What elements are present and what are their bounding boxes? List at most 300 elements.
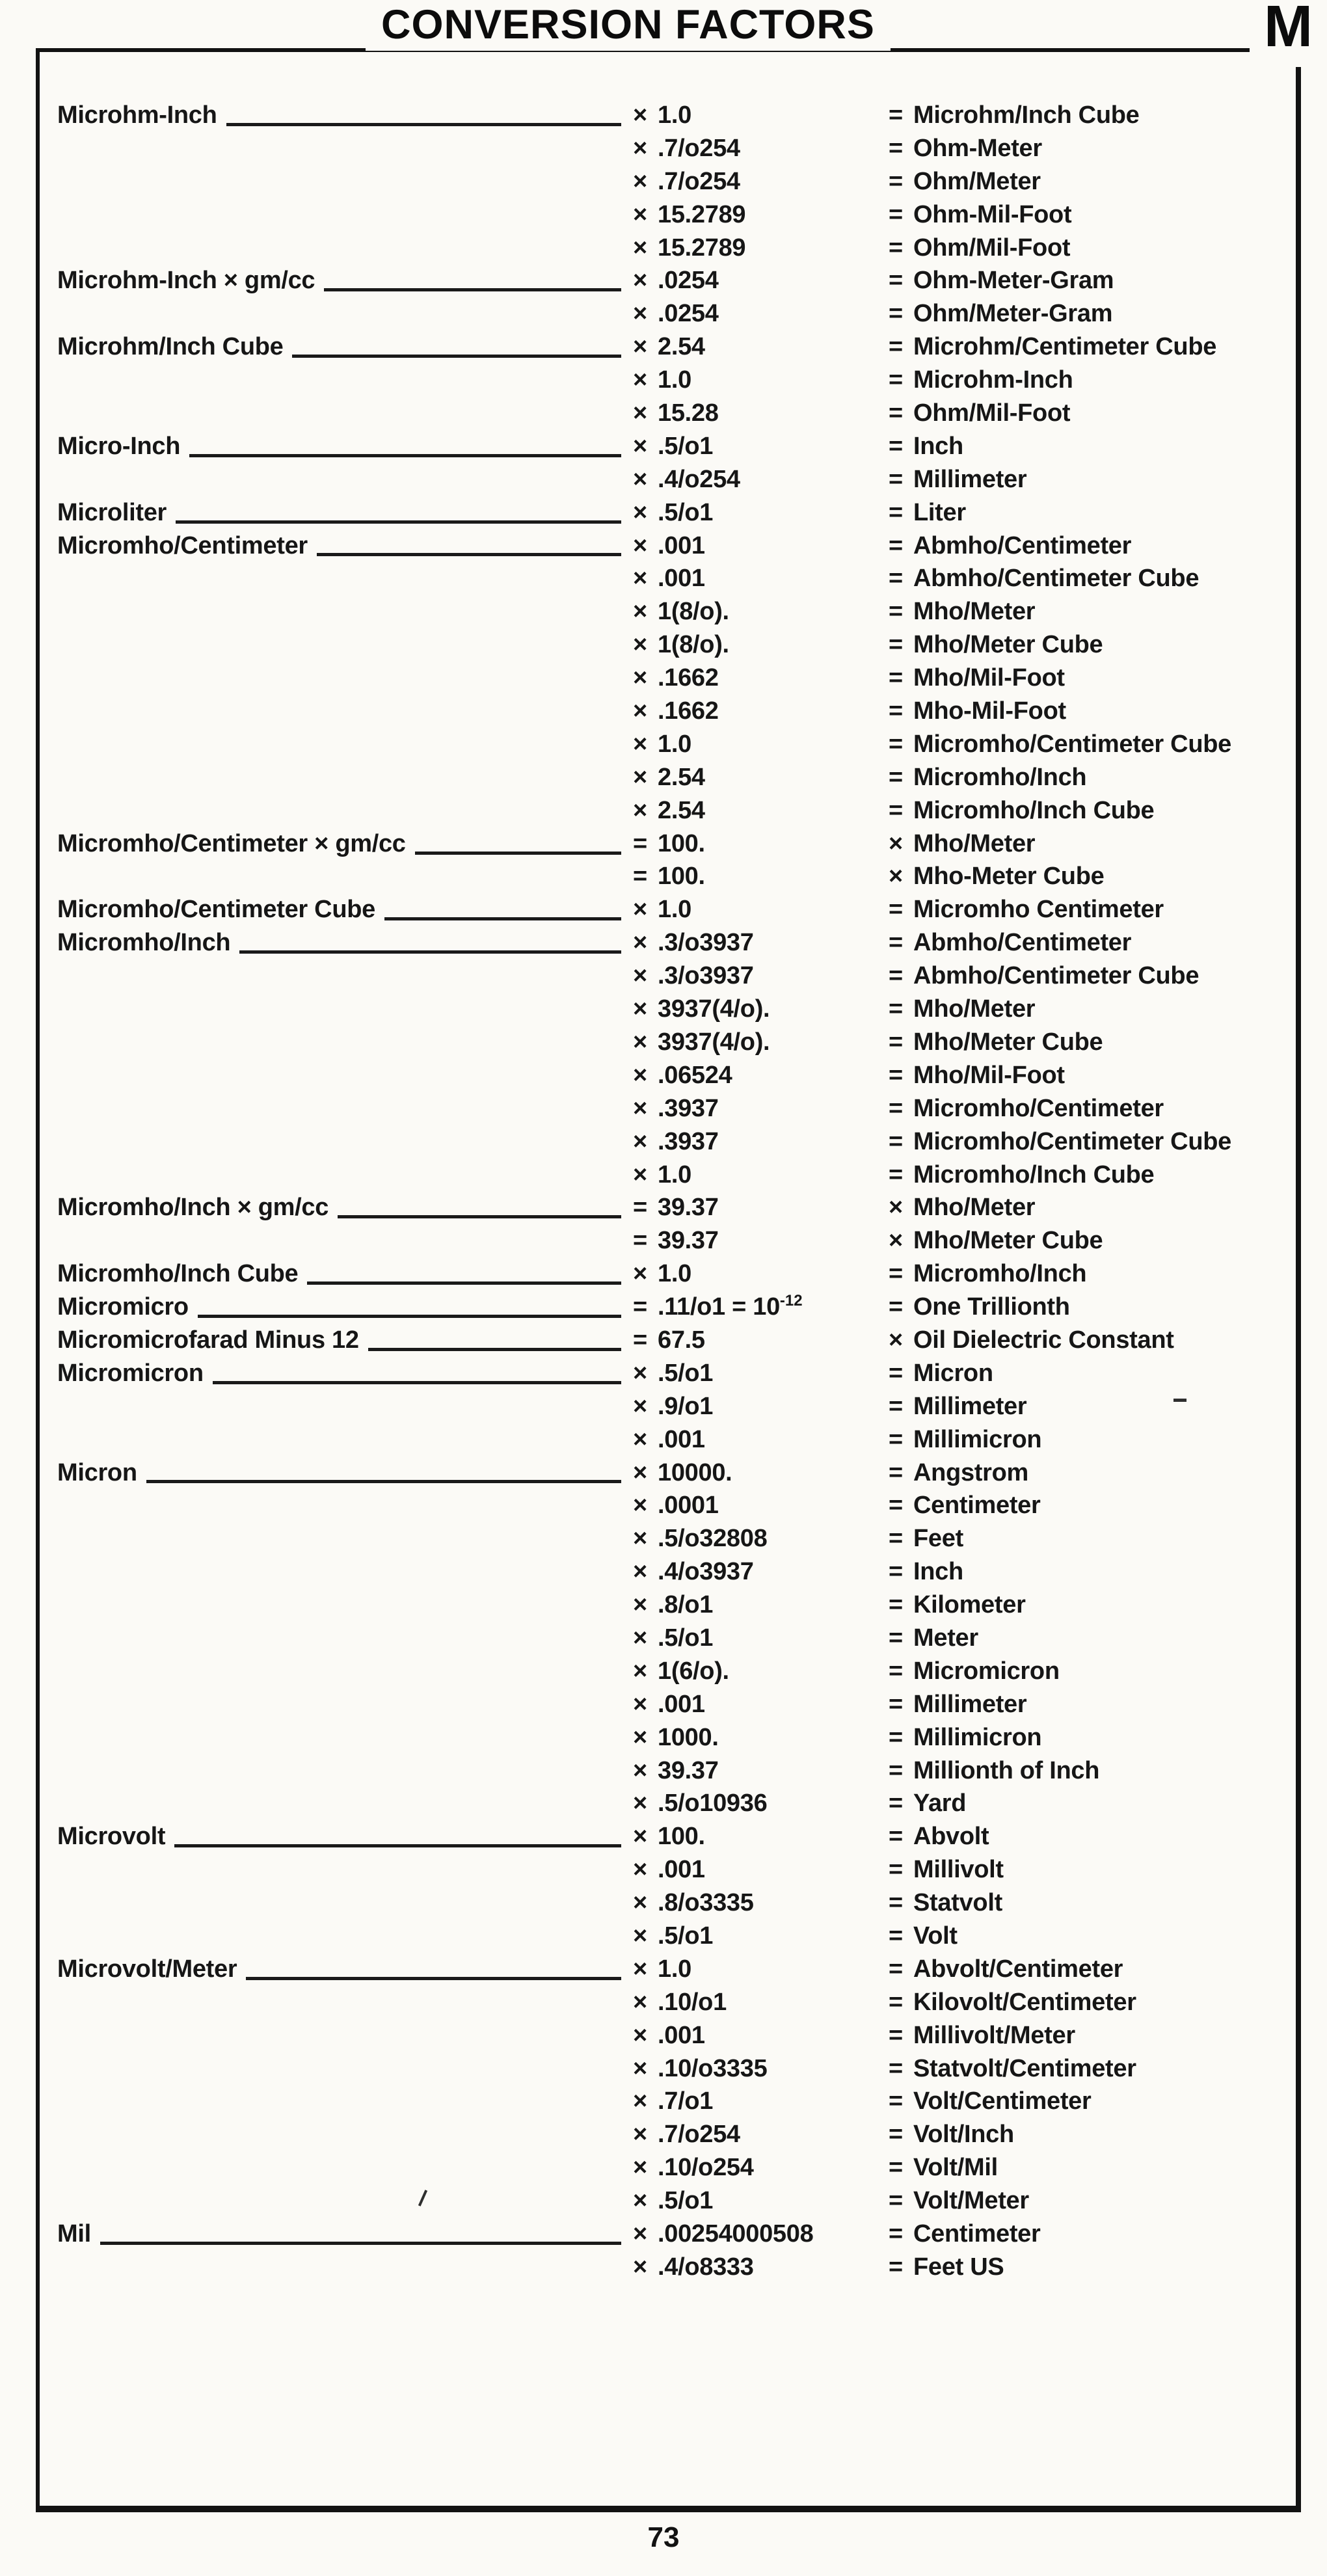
result-cell [889,297,1293,330]
result-cell [889,1390,1293,1423]
factor-cell [633,2118,889,2151]
factor-cell [633,2052,889,2086]
table-row [57,1622,1293,1655]
result-operator: = [889,399,903,427]
factor-value: .5/o1 [658,432,714,460]
factor-cell [633,132,889,165]
factor-value: .001 [658,1856,705,1884]
factor-operator: × [633,531,647,559]
result-cell [889,1853,1293,1886]
factor-operator: × [633,234,647,262]
result-cell [889,530,1293,563]
factor-cell [633,1820,889,1853]
factor-operator: × [633,1591,647,1619]
result-cell [889,1820,1293,1853]
factor-operator: × [633,1823,647,1851]
table-row [57,1191,1293,1224]
table-row [57,297,1293,330]
table-row [57,1257,1293,1291]
result-value: Ohm/Mil-Foot [913,234,1071,262]
result-operator: = [889,1955,903,1983]
result-value: Mho/Mil-Foot [913,664,1065,692]
unit-label-cell [57,2151,633,2184]
result-cell [889,860,1293,893]
unit-label: Microliter [57,498,167,526]
unit-label-cell [57,132,633,165]
result-cell [889,2184,1293,2218]
table-row [57,1324,1293,1357]
factor-value: .0254 [658,267,719,295]
result-cell [889,232,1293,265]
result-operator: = [889,101,903,129]
result-value: Volt/Meter [913,2187,1029,2215]
unit-label: Micromho/Centimeter [57,531,308,559]
factor-value: .9/o1 [658,1392,714,1420]
factor-value: .7/o254 [658,167,740,195]
factor-cell [633,1622,889,1655]
table-row [57,695,1293,728]
factor-value: .5/o1 [658,1359,714,1387]
factor-value: .001 [658,1690,705,1718]
result-value: Millionth of Inch [913,1756,1100,1784]
factor-cell [633,926,889,959]
result-value: Oil Dielectric Constant [913,1326,1174,1354]
table-row [57,628,1293,662]
result-cell [889,595,1293,628]
result-operator: = [889,2220,903,2247]
unit-label-cell [57,794,633,827]
table-row [57,364,1293,397]
unit-label-cell [57,397,633,430]
unit-label-cell [57,2251,633,2284]
leader-line [324,288,621,291]
factor-operator: = [633,1227,647,1255]
factor-cell [633,1257,889,1291]
result-operator: = [889,1790,903,1818]
factor-value: .5/o10936 [658,1790,768,1818]
leader-line [213,1381,621,1384]
result-value: Micromho/Centimeter Cube [913,730,1231,758]
factor-cell [633,463,889,496]
factor-cell [633,1092,889,1125]
factor-operator: × [633,1922,647,1950]
unit-label-cell [57,364,633,397]
factor-operator: × [633,1492,647,1520]
factor-cell [633,330,889,364]
factor-cell [633,1853,889,1886]
result-value: Angstrom [913,1458,1029,1486]
result-cell [889,993,1293,1026]
factor-operator: = [633,1194,647,1222]
factor-value: .4/o254 [658,465,740,493]
result-value: Ohm/Meter-Gram [913,300,1113,328]
factor-cell [633,1291,889,1324]
factor-value: 1.0 [658,730,691,758]
result-operator: = [889,664,903,692]
result-cell [889,1655,1293,1688]
unit-label: Micromho/Inch Cube [57,1260,299,1288]
unit-label-cell [57,1092,633,1125]
factor-cell [633,1059,889,1092]
factor-cell [633,761,889,794]
table-row [57,1920,1293,1953]
result-value: Millimeter [913,1690,1027,1718]
unit-label-cell [57,959,633,993]
table-row [57,165,1293,198]
table-row [57,463,1293,496]
result-operator: = [889,697,903,725]
factor-value: 39.37 [658,1756,719,1784]
leader-line [176,520,621,524]
factor-exponent: -12 [779,1292,803,1310]
table-row [57,1026,1293,1059]
result-operator: = [889,896,903,924]
table-row [57,1754,1293,1788]
table-row [57,761,1293,794]
result-value: Mho/Meter Cube [913,1227,1103,1255]
unit-label: Mil [57,2220,91,2247]
factor-operator: × [633,2021,647,2049]
factor-value: 1000. [658,1723,719,1751]
factor-value: 1.0 [658,366,691,394]
factor-cell [633,1986,889,2019]
factor-operator: × [633,267,647,295]
result-cell [889,99,1293,132]
factor-operator: × [633,2253,647,2281]
factor-operator: × [633,1624,647,1652]
result-value: Meter [913,1624,978,1652]
factor-operator: × [633,1392,647,1420]
table-row [57,264,1293,297]
result-value: Abvolt [913,1823,989,1851]
factor-value: 1.0 [658,1260,691,1288]
unit-label-cell [57,1191,633,1224]
unit-label-cell [57,662,633,695]
factor-value: .0001 [658,1492,719,1520]
result-value: Volt [913,1922,958,1950]
result-operator: = [889,2087,903,2115]
unit-label-cell [57,1853,633,1886]
factor-cell [633,662,889,695]
unit-label-cell [57,165,633,198]
result-cell [889,1721,1293,1754]
table-row [57,1986,1293,2019]
factor-operator: × [633,399,647,427]
leader-line [415,852,621,855]
result-cell [889,1589,1293,1622]
unit-label-cell [57,761,633,794]
page-number: 73 [647,2521,680,2553]
factor-operator: × [633,896,647,924]
table-row [57,1721,1293,1754]
result-operator: = [889,1127,903,1155]
result-value: Kilovolt/Centimeter [913,1988,1136,2016]
factor-cell [633,2019,889,2052]
factor-cell [633,959,889,993]
result-value: Volt/Mil [913,2154,998,2182]
factor-operator: × [633,1260,647,1288]
unit-label-cell [57,1522,633,1555]
result-cell [889,364,1293,397]
table-row [57,99,1293,132]
factor-operator: × [633,929,647,957]
unit-label-cell [57,330,633,364]
table-row [57,1423,1293,1456]
factor-operator: × [633,664,647,692]
table-row [57,728,1293,761]
result-operator: = [889,1359,903,1387]
table-row [57,1456,1293,1490]
factor-operator: × [633,366,647,394]
result-cell [889,2019,1293,2052]
leader-line [198,1315,621,1318]
result-value: Micromho/Inch Cube [913,796,1155,824]
factor-value: .06524 [658,1061,732,1089]
leader-line [384,917,621,920]
result-value: Micromho/Inch [913,1260,1087,1288]
factor-operator: × [633,200,647,228]
table-row [57,1953,1293,1986]
result-operator: = [889,796,903,824]
factor-value: 39.37 [658,1227,719,1255]
factor-operator: × [633,300,647,328]
result-value: Kilometer [913,1591,1026,1619]
result-value: Mho-Meter Cube [913,863,1105,891]
factor-value: .10/o1 [658,1988,727,2016]
factor-cell [633,2085,889,2118]
result-value: Micromho Centimeter [913,896,1164,924]
table-row [57,1390,1293,1423]
table-row [57,794,1293,827]
result-value: Microhm-Inch [913,366,1073,394]
unit-label: Micromicrofarad Minus 12 [57,1326,359,1354]
factor-cell [633,2218,889,2251]
factor-value: 2.54 [658,763,705,791]
factor-value: 1(8/o). [658,631,729,659]
result-value: Mho/Meter Cube [913,631,1103,659]
result-value: Millivolt/Meter [913,2021,1075,2049]
leader-line [239,950,621,954]
result-value: Feet US [913,2253,1004,2281]
factor-cell [633,1655,889,1688]
factor-value: 39.37 [658,1194,719,1222]
result-operator: = [889,1094,903,1122]
result-operator: × [889,829,903,857]
result-value: Millimicron [913,1425,1042,1453]
factor-value: .00254000508 [658,2220,814,2247]
factor-cell [633,1522,889,1555]
result-value: Statvolt [913,1889,1002,1917]
unit-label: Micromicron [57,1359,204,1387]
factor-cell [633,1224,889,1257]
result-operator: = [889,167,903,195]
result-operator: = [889,2187,903,2215]
result-operator: × [889,863,903,891]
result-value: Millimeter [913,1392,1027,1420]
factor-operator: × [633,1889,647,1917]
result-operator: × [889,1194,903,1222]
table-row [57,562,1293,595]
unit-label: Micromho/Inch [57,929,231,957]
result-operator: = [889,1988,903,2016]
result-cell [889,2085,1293,2118]
factor-value: 15.2789 [658,234,746,262]
factor-cell [633,993,889,1026]
factor-value: .1662 [658,697,719,725]
factor-operator: × [633,1094,647,1122]
unit-label: Micro-Inch [57,432,181,460]
table-row [57,496,1293,530]
table-row [57,1291,1293,1324]
result-operator: = [889,1591,903,1619]
factor-operator: = [633,863,647,891]
result-value: Micromicron [913,1657,1060,1685]
factor-operator: × [633,763,647,791]
factor-operator: × [633,2187,647,2215]
leader-line [146,1480,621,1483]
unit-label-cell [57,926,633,959]
factor-cell [633,530,889,563]
factor-value: .0254 [658,300,719,328]
result-value: Inch [913,432,963,460]
table-row [57,2085,1293,2118]
factor-operator: × [633,1756,647,1784]
table-row [57,2184,1293,2218]
result-value: Microhm/Inch Cube [913,101,1140,129]
factor-value: 10000. [658,1458,732,1486]
unit-label-cell [57,628,633,662]
result-operator: = [889,1525,903,1553]
result-cell [889,165,1293,198]
factor-cell [633,1920,889,1953]
result-value: Mho/Meter Cube [913,1028,1103,1056]
page-title: CONVERSION FACTORS [366,1,891,51]
result-cell [889,2151,1293,2184]
table-row [57,662,1293,695]
unit-label-cell [57,1257,633,1291]
factor-cell [633,397,889,430]
result-cell [889,1257,1293,1291]
table-row [57,1224,1293,1257]
result-cell [889,1522,1293,1555]
result-cell [889,463,1293,496]
factor-value: .11/o1 = 10 [658,1293,780,1321]
result-operator: = [889,1260,903,1288]
result-operator: × [889,1227,903,1255]
factor-value: .10/o254 [658,2154,754,2182]
result-value: Mho/Meter [913,995,1036,1023]
factor-operator: × [633,101,647,129]
factor-cell [633,628,889,662]
unit-label-cell [57,1357,633,1390]
unit-label-cell [57,1456,633,1490]
result-cell [889,1059,1293,1092]
result-cell [889,1886,1293,1920]
factor-cell [633,695,889,728]
table-row [57,2052,1293,2086]
result-operator: = [889,200,903,228]
table-row [57,232,1293,265]
result-cell [889,1555,1293,1589]
result-operator: × [889,1326,903,1354]
result-cell [889,893,1293,926]
table-row [57,2151,1293,2184]
result-operator: = [889,1690,903,1718]
table-row [57,1489,1293,1522]
leader-line [368,1348,621,1351]
result-value: Abmho/Centimeter Cube [913,565,1200,593]
unit-label-cell [57,463,633,496]
result-operator: = [889,763,903,791]
result-value: Mho-Mil-Foot [913,697,1066,725]
result-value: Ohm-Meter-Gram [913,267,1114,295]
unit-label-cell [57,1059,633,1092]
table-row [57,1092,1293,1125]
result-value: Mho/Meter [913,598,1036,626]
factor-cell [633,2184,889,2218]
factor-cell [633,860,889,893]
factor-cell [633,893,889,926]
result-cell [889,1953,1293,1986]
result-value: Millimeter [913,465,1027,493]
factor-cell [633,165,889,198]
result-operator: = [889,1756,903,1784]
result-value: Liter [913,498,966,526]
result-operator: = [889,962,903,990]
result-operator: = [889,333,903,361]
factor-operator: × [633,1558,647,1586]
result-operator: = [889,2021,903,2049]
factor-value: 1.0 [658,1955,691,1983]
unit-label-cell [57,2085,633,2118]
factor-operator: × [633,962,647,990]
factor-cell [633,1390,889,1423]
factor-cell [633,264,889,297]
factor-cell [633,728,889,761]
result-operator: = [889,366,903,394]
unit-label-cell [57,496,633,530]
table-row [57,2251,1293,2284]
factor-operator: × [633,697,647,725]
table-row [57,1886,1293,1920]
leader-line [100,2242,621,2245]
factor-operator: × [633,167,647,195]
unit-label-cell [57,728,633,761]
leader-line [307,1281,621,1285]
factor-operator: × [633,1723,647,1751]
table-row [57,993,1293,1026]
result-cell [889,794,1293,827]
factor-value: 100. [658,1823,705,1851]
factor-value: 1.0 [658,896,691,924]
result-operator: = [889,565,903,593]
result-value: Abmho/Centimeter [913,531,1132,559]
factor-value: .3/o3937 [658,929,754,957]
factor-cell [633,1886,889,1920]
factor-operator: × [633,1425,647,1453]
result-operator: = [889,300,903,328]
unit-label-cell [57,1390,633,1423]
unit-label-cell [57,1754,633,1788]
result-value: Centimeter [913,2220,1041,2247]
result-operator: = [889,432,903,460]
unit-label-cell [57,695,633,728]
table-row [57,2118,1293,2151]
leader-line [338,1215,621,1218]
factor-value: 1(8/o). [658,598,729,626]
result-value: Centimeter [913,1492,1041,1520]
unit-label-cell [57,1721,633,1754]
